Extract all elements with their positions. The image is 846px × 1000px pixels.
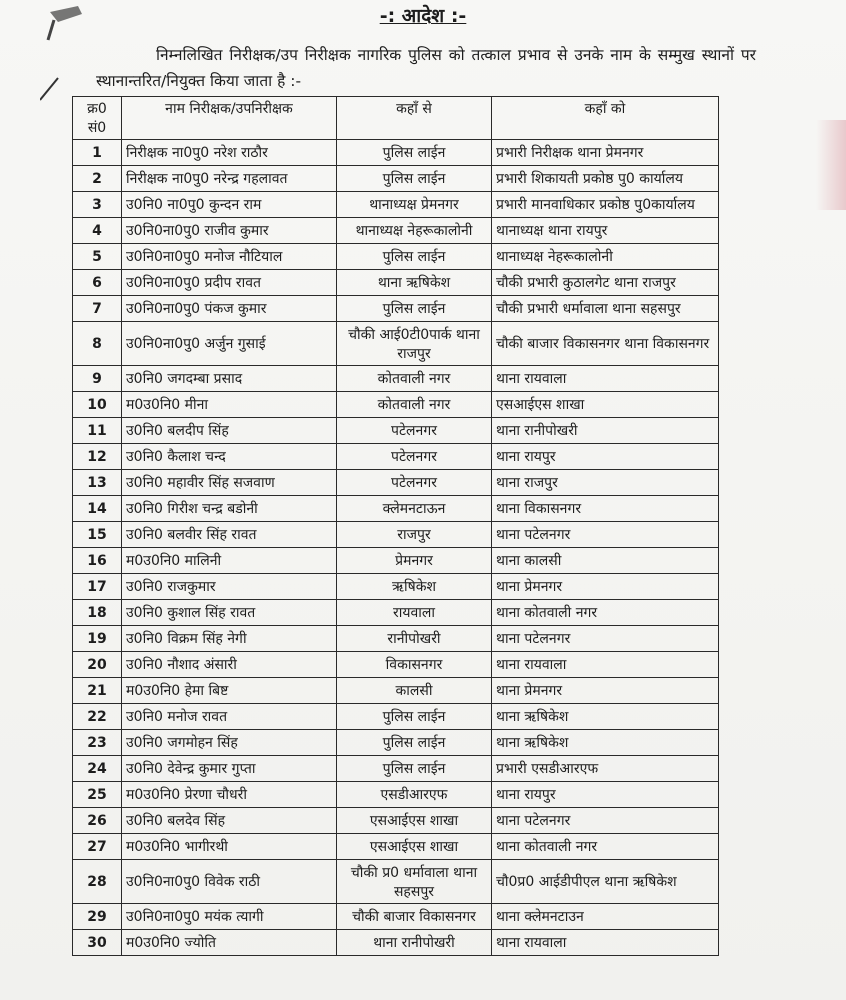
table-row: [73, 574, 719, 600]
cell-from: चौकी प्र0 धर्मावाला थाना सहसपुर: [337, 860, 492, 904]
table-row: [73, 322, 719, 366]
cell-name: उ0नि0 ना0पु0 कुन्दन राम: [122, 192, 337, 218]
cell-name: उ0नि0 देवेन्द्र कुमार गुप्ता: [122, 756, 337, 782]
cell-from: चौकी बाजार विकासनगर: [337, 904, 492, 930]
cell-sno: 3: [73, 192, 122, 218]
table-row: [73, 444, 719, 470]
cell-name: म0उ0नि0 मीना: [122, 392, 337, 418]
order-title: -: आदेश :-: [379, 5, 467, 27]
cell-sno: 28: [73, 860, 122, 904]
table-row: [73, 270, 719, 296]
cell-from: एसआईएस शाखा: [337, 834, 492, 860]
cell-from: क्लेमनटाऊन: [337, 496, 492, 522]
cell-from: कालसी: [337, 678, 492, 704]
cell-name: म0उ0नि0 मालिनी: [122, 548, 337, 574]
table-row: [73, 140, 719, 166]
cell-to: थाना रायवाला: [492, 930, 719, 956]
cell-to: थाना कोतवाली नगर: [492, 834, 719, 860]
cell-from: पुलिस लाईन: [337, 296, 492, 322]
cell-name: उ0नि0ना0पु0 मयंक त्यागी: [122, 904, 337, 930]
cell-from: पुलिस लाईन: [337, 166, 492, 192]
cell-from: एसआईएस शाखा: [337, 808, 492, 834]
table-row: [73, 730, 719, 756]
cell-sno: 10: [73, 392, 122, 418]
table-row: [73, 834, 719, 860]
cell-from: थाना रानीपोखरी: [337, 930, 492, 956]
cell-to: चौकी बाजार विकासनगर थाना विकासनगर: [492, 322, 719, 366]
cell-to: थाना विकासनगर: [492, 496, 719, 522]
cell-name: म0उ0नि0 हेमा बिष्ट: [122, 678, 337, 704]
cell-to: थाना राजपुर: [492, 470, 719, 496]
cell-name: उ0नि0 विक्रम सिंह नेगी: [122, 626, 337, 652]
cell-name: उ0नि0ना0पु0 अर्जुन गुसाई: [122, 322, 337, 366]
cell-sno: 15: [73, 522, 122, 548]
cell-name: उ0नि0ना0पु0 विवेक राठी: [122, 860, 337, 904]
cell-from: पुलिस लाईन: [337, 704, 492, 730]
cell-name: उ0नि0ना0पु0 प्रदीप रावत: [122, 270, 337, 296]
cell-name: उ0नि0 बलदीप सिंह: [122, 418, 337, 444]
cell-name: म0उ0नि0 भागीरथी: [122, 834, 337, 860]
cell-to: थाना रायवाला: [492, 366, 719, 392]
page-edge-shadow: [816, 120, 846, 210]
table-header-row: [73, 97, 719, 140]
cell-name: उ0नि0 मनोज रावत: [122, 704, 337, 730]
cell-to: थाना रायवाला: [492, 652, 719, 678]
cell-from: पटेलनगर: [337, 470, 492, 496]
cell-name: उ0नि0ना0पु0 मनोज नौटियाल: [122, 244, 337, 270]
cell-sno: 19: [73, 626, 122, 652]
cell-name: उ0नि0 बलदेव सिंह: [122, 808, 337, 834]
cell-sno: 12: [73, 444, 122, 470]
cell-sno: 6: [73, 270, 122, 296]
cell-from: एसडीआरएफ: [337, 782, 492, 808]
table-row: [73, 166, 719, 192]
table-row: [73, 548, 719, 574]
cell-to: थाना कोतवाली नगर: [492, 600, 719, 626]
table-row: [73, 704, 719, 730]
cell-sno: 9: [73, 366, 122, 392]
table-row: [73, 218, 719, 244]
header-name: नाम निरीक्षक/उपनिरीक्षक: [122, 97, 337, 140]
cell-sno: 13: [73, 470, 122, 496]
cell-from: रानीपोखरी: [337, 626, 492, 652]
cell-sno: 21: [73, 678, 122, 704]
table-row: [73, 782, 719, 808]
table-row: [73, 808, 719, 834]
cell-name: निरीक्षक ना0पु0 नरेन्द्र गहलावत: [122, 166, 337, 192]
cell-to: थाना पटेलनगर: [492, 808, 719, 834]
cell-to: एसआईएस शाखा: [492, 392, 719, 418]
cell-name: म0उ0नि0 ज्योति: [122, 930, 337, 956]
cell-sno: 8: [73, 322, 122, 366]
cell-to: थाना रायपुर: [492, 444, 719, 470]
cell-sno: 11: [73, 418, 122, 444]
table-row: [73, 366, 719, 392]
cell-sno: 25: [73, 782, 122, 808]
table-row: [73, 296, 719, 322]
table-row: [73, 860, 719, 904]
cell-to: थाना पटेलनगर: [492, 522, 719, 548]
cell-sno: 23: [73, 730, 122, 756]
cell-sno: 30: [73, 930, 122, 956]
cell-name: उ0नि0 कुशाल सिंह रावत: [122, 600, 337, 626]
cell-from: पुलिस लाईन: [337, 756, 492, 782]
cell-from: कोतवाली नगर: [337, 366, 492, 392]
table-row: [73, 678, 719, 704]
table-row: [73, 470, 719, 496]
cell-to: चौ0प्र0 आईडीपीएल थाना ऋषिकेश: [492, 860, 719, 904]
table-row: [73, 652, 719, 678]
cell-sno: 22: [73, 704, 122, 730]
cell-name: निरीक्षक ना0पु0 नरेश राठौर: [122, 140, 337, 166]
cell-name: उ0नि0 जगमोहन सिंह: [122, 730, 337, 756]
table-row: [73, 418, 719, 444]
cell-to: थाना रायपुर: [492, 782, 719, 808]
cell-to: थानाध्यक्ष थाना रायपुर: [492, 218, 719, 244]
cell-name: उ0नि0 बलवीर सिंह रावत: [122, 522, 337, 548]
cell-name: उ0नि0 जगदम्बा प्रसाद: [122, 366, 337, 392]
cell-from: थानाध्यक्ष नेहरूकालोनी: [337, 218, 492, 244]
table-body: [73, 140, 719, 956]
cell-sno: 2: [73, 166, 122, 192]
transfer-table: [72, 96, 719, 956]
cell-to: प्रभारी एसडीआरएफ: [492, 756, 719, 782]
cell-sno: 26: [73, 808, 122, 834]
cell-sno: 29: [73, 904, 122, 930]
cell-from: पुलिस लाईन: [337, 730, 492, 756]
cell-from: पुलिस लाईन: [337, 140, 492, 166]
cell-to: थानाध्यक्ष नेहरूकालोनी: [492, 244, 719, 270]
cell-from: पुलिस लाईन: [337, 244, 492, 270]
order-intro-text: निम्नलिखित निरीक्षक/उप निरीक्षक नागरिक पुलिस को तत्काल प्रभाव से उनके नाम के सम्मुख स्थानों पर स्थानान्तरित/नियुक्त किया जाता है :-: [96, 46, 756, 90]
table-row: [73, 626, 719, 652]
cell-sno: 17: [73, 574, 122, 600]
cell-from: ऋषिकेश: [337, 574, 492, 600]
cell-sno: 20: [73, 652, 122, 678]
cell-sno: 27: [73, 834, 122, 860]
header-to: कहाँ को: [492, 97, 719, 140]
cell-from: थानाध्यक्ष प्रेमनगर: [337, 192, 492, 218]
cell-from: थाना ऋषिकेश: [337, 270, 492, 296]
cell-to: थाना पटेलनगर: [492, 626, 719, 652]
cell-from: प्रेमनगर: [337, 548, 492, 574]
cell-from: पटेलनगर: [337, 418, 492, 444]
cell-name: उ0नि0 नौशाद अंसारी: [122, 652, 337, 678]
cell-to: प्रभारी निरीक्षक थाना प्रेमनगर: [492, 140, 719, 166]
cell-to: थाना कालसी: [492, 548, 719, 574]
cell-sno: 7: [73, 296, 122, 322]
table-row: [73, 756, 719, 782]
cell-from: पटेलनगर: [337, 444, 492, 470]
cell-to: थाना रानीपोखरी: [492, 418, 719, 444]
table-row: [73, 192, 719, 218]
cell-sno: 18: [73, 600, 122, 626]
cell-to: थाना ऋषिकेश: [492, 704, 719, 730]
cell-to: थाना प्रेमनगर: [492, 574, 719, 600]
cell-sno: 24: [73, 756, 122, 782]
cell-sno: 14: [73, 496, 122, 522]
cell-to: चौकी प्रभारी धर्मावाला थाना सहसपुर: [492, 296, 719, 322]
cell-name: उ0नि0 कैलाश चन्द: [122, 444, 337, 470]
cell-from: रायवाला: [337, 600, 492, 626]
cell-sno: 1: [73, 140, 122, 166]
header-sno: क्र0 सं0: [73, 97, 122, 140]
cell-to: थाना ऋषिकेश: [492, 730, 719, 756]
header-from: कहाँ से: [337, 97, 492, 140]
cell-from: चौकी आई0टी0पार्क थाना राजपुर: [337, 322, 492, 366]
cell-name: उ0नि0 महावीर सिंह सजवाण: [122, 470, 337, 496]
cell-from: कोतवाली नगर: [337, 392, 492, 418]
table-row: [73, 522, 719, 548]
table-row: [73, 930, 719, 956]
cell-sno: 16: [73, 548, 122, 574]
cell-name: उ0नि0 गिरीश चन्द्र बडोनी: [122, 496, 337, 522]
table-row: [73, 244, 719, 270]
cell-sno: 4: [73, 218, 122, 244]
table-row: [73, 904, 719, 930]
cell-to: चौकी प्रभारी कुठालगेट थाना राजपुर: [492, 270, 719, 296]
cell-to: प्रभारी शिकायती प्रकोष्ठ पु0 कार्यालय: [492, 166, 719, 192]
cell-from: राजपुर: [337, 522, 492, 548]
cell-name: उ0नि0ना0पु0 पंकज कुमार: [122, 296, 337, 322]
cell-to: थाना क्लेमनटाउन: [492, 904, 719, 930]
cell-to: थाना प्रेमनगर: [492, 678, 719, 704]
cell-name: उ0नि0 राजकुमार: [122, 574, 337, 600]
cell-name: उ0नि0ना0पु0 राजीव कुमार: [122, 218, 337, 244]
cell-name: म0उ0नि0 प्रेरणा चौधरी: [122, 782, 337, 808]
table-row: [73, 392, 719, 418]
cell-to: प्रभारी मानवाधिकार प्रकोष्ठ पु0कार्यालय: [492, 192, 719, 218]
table-row: [73, 600, 719, 626]
cell-sno: 5: [73, 244, 122, 270]
cell-from: विकासनगर: [337, 652, 492, 678]
table-row: [73, 496, 719, 522]
